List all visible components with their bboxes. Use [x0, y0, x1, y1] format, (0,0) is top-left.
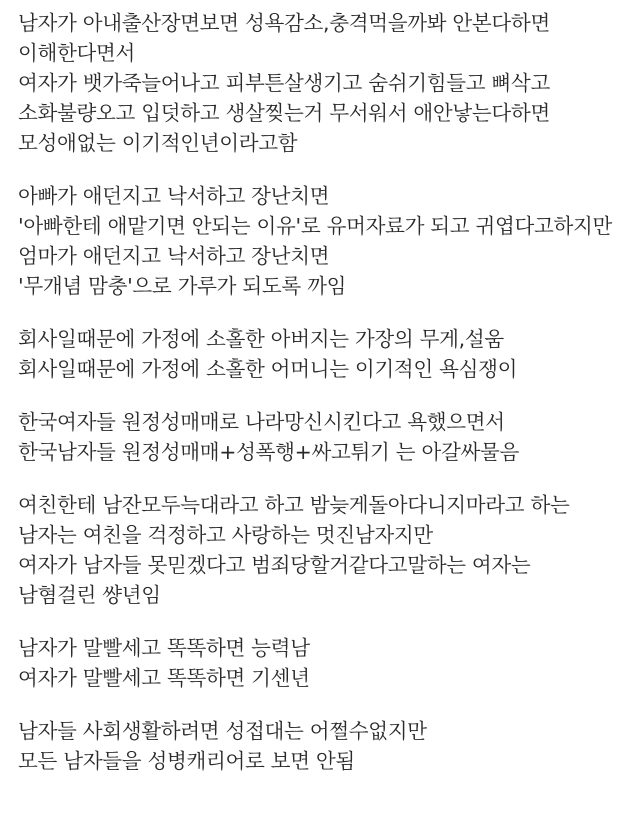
text-line: 여자가 뱃가죽늘어나고 피부튼살생기고 숨쉬기힘들고 뼈삭고	[18, 71, 550, 95]
text-line: 모성애없는 이기적인년이라고함	[18, 131, 298, 155]
text-line: 회사일때문에 가정에 소홀한 아버지는 가장의 무게,설움	[18, 327, 504, 351]
paragraph-work	[18, 324, 640, 384]
text-line: 남자가 말빨세고 똑똑하면 능력남	[18, 636, 310, 660]
paragraph-social-life	[18, 716, 640, 776]
paragraph-safety	[18, 490, 640, 610]
text-line: 한국남자들 원정성매매+성폭행+싸고튀기 는 아갈싸물음	[18, 440, 519, 464]
text-line: 남자는 여친을 걱정하고 사랑하는 멋진남자지만	[18, 523, 433, 547]
paragraph-parenting	[18, 181, 640, 301]
text-line: '아빠한테 애맡기면 안되는 이유'로 유머자료가 되고 귀엽다고하지만	[18, 214, 613, 238]
paragraph-childbirth	[18, 8, 640, 158]
text-line: 여자가 말빨세고 똑똑하면 기센년	[18, 666, 310, 690]
paragraph-abroad	[18, 407, 640, 467]
text-line: 남혐걸린 썅년임	[18, 583, 161, 607]
text-line: 남자가 아내출산장면보면 성욕감소,충격먹을까봐 안본다하면	[18, 11, 550, 35]
paragraph-speech	[18, 633, 640, 693]
text-line: 한국여자들 원정성매매로 나라망신시킨다고 욕했으면서	[18, 410, 505, 434]
text-line: 남자들 사회생활하려면 성접대는 어쩔수없지만	[18, 719, 427, 743]
text-line: 아빠가 애던지고 낙서하고 장난치면	[18, 184, 330, 208]
text-line: 소화불량오고 입덧하고 생살찢는거 무서워서 애안낳는다하면	[18, 101, 550, 125]
text-line: 여친한테 남잔모두늑대라고 하고 밤늦게돌아다니지마라고 하는	[18, 493, 570, 517]
text-line: 회사일때문에 가정에 소홀한 어머니는 이기적인 욕심쟁이	[18, 357, 518, 381]
text-line: '무개념 맘충'으로 가루가 되도록 까임	[18, 274, 347, 298]
text-line: 엄마가 애던지고 낙서하고 장난치면	[18, 244, 330, 268]
text-line: 여자가 남자들 못믿겠다고 범죄당할거같다고말하는 여자는	[18, 553, 531, 577]
text-line: 이해한다면서	[18, 41, 136, 65]
text-line: 모든 남자들을 성병캐리어로 보면 안됨	[18, 749, 355, 773]
